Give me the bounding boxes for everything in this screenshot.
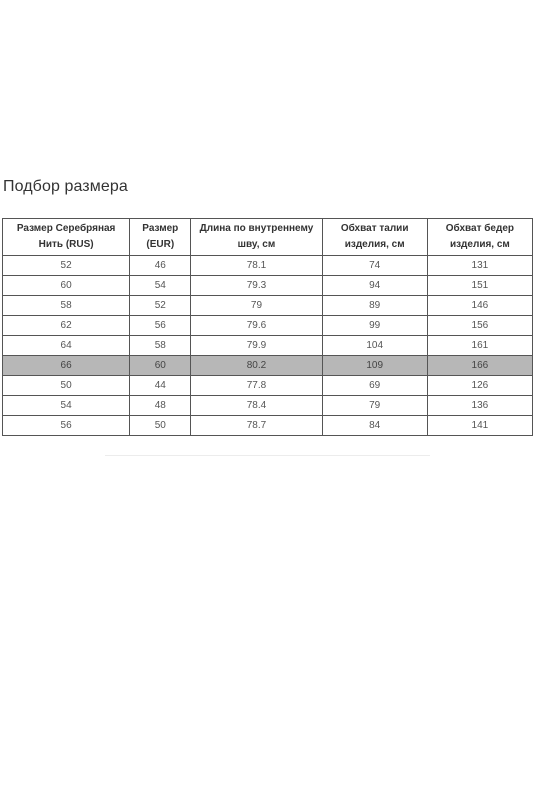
table-cell: 69: [322, 376, 427, 396]
table-cell: 84: [322, 416, 427, 436]
table-cell: 109: [322, 356, 427, 376]
table-cell: 56: [130, 316, 191, 336]
header-waist: [322, 219, 427, 256]
table-cell: 60: [130, 356, 191, 376]
table-cell: 50: [3, 376, 130, 396]
table-header-row: [3, 219, 533, 256]
header-hips-line2: изделия, см: [449, 239, 510, 250]
table-cell: 64: [3, 336, 130, 356]
table-cell: 46: [130, 256, 191, 276]
table-cell: 52: [130, 296, 191, 316]
divider: [105, 455, 430, 456]
header-size-eur-line1: Размер: [142, 223, 179, 234]
table-cell: 78.1: [191, 256, 322, 276]
table-cell: 74: [322, 256, 427, 276]
table-cell: 44: [130, 376, 191, 396]
header-waist-line2: изделия, см: [344, 239, 405, 250]
header-size-rus-line1: Размер Серебряная: [16, 223, 116, 234]
table-cell: 79.3: [191, 276, 322, 296]
table-cell: 136: [427, 396, 532, 416]
table-cell: 56: [3, 416, 130, 436]
table-row: [3, 356, 533, 376]
table-cell: 99: [322, 316, 427, 336]
table-cell: 104: [322, 336, 427, 356]
table-cell: 79: [322, 396, 427, 416]
header-hips: [427, 219, 532, 256]
table-row: [3, 256, 533, 276]
table-cell: 79: [191, 296, 322, 316]
header-size-rus-line2: Нить (RUS): [38, 239, 94, 250]
table-row: [3, 316, 533, 336]
table-cell: 60: [3, 276, 130, 296]
table-cell: 126: [427, 376, 532, 396]
table-cell: 48: [130, 396, 191, 416]
header-waist-line1: Обхват талии: [340, 223, 409, 234]
table-cell: 52: [3, 256, 130, 276]
table-cell: 79.9: [191, 336, 322, 356]
header-size-eur: [130, 219, 191, 256]
header-inseam-length-line1: Длина по внутреннему: [199, 223, 314, 234]
table-cell: 166: [427, 356, 532, 376]
table-cell: 78.4: [191, 396, 322, 416]
header-hips-line1: Обхват бедер: [445, 223, 515, 234]
table-cell: 80.2: [191, 356, 322, 376]
table-cell: 79.6: [191, 316, 322, 336]
table-cell: 156: [427, 316, 532, 336]
table-cell: 54: [3, 396, 130, 416]
table-cell: 131: [427, 256, 532, 276]
table-row: [3, 376, 533, 396]
table-body: [3, 256, 533, 436]
header-size-rus: [3, 219, 130, 256]
table-cell: 78.7: [191, 416, 322, 436]
header-inseam-length: [191, 219, 322, 256]
header-size-eur-line2: (EUR): [146, 239, 175, 250]
table-cell: 58: [130, 336, 191, 356]
table-row: [3, 336, 533, 356]
size-chart-table: [2, 218, 533, 436]
table-cell: 146: [427, 296, 532, 316]
table-row: [3, 276, 533, 296]
table-row: [3, 396, 533, 416]
table-cell: 151: [427, 276, 532, 296]
table-cell: 89: [322, 296, 427, 316]
table-cell: 94: [322, 276, 427, 296]
table-cell: 58: [3, 296, 130, 316]
table-cell: 66: [3, 356, 130, 376]
table-cell: 141: [427, 416, 532, 436]
header-inseam-length-line2: шву, см: [237, 239, 276, 250]
table-cell: 161: [427, 336, 532, 356]
table-row: [3, 296, 533, 316]
table-row: [3, 416, 533, 436]
page-title: Подбор размера: [3, 178, 128, 195]
table-cell: 77.8: [191, 376, 322, 396]
table-cell: 62: [3, 316, 130, 336]
table-cell: 50: [130, 416, 191, 436]
table-cell: 54: [130, 276, 191, 296]
